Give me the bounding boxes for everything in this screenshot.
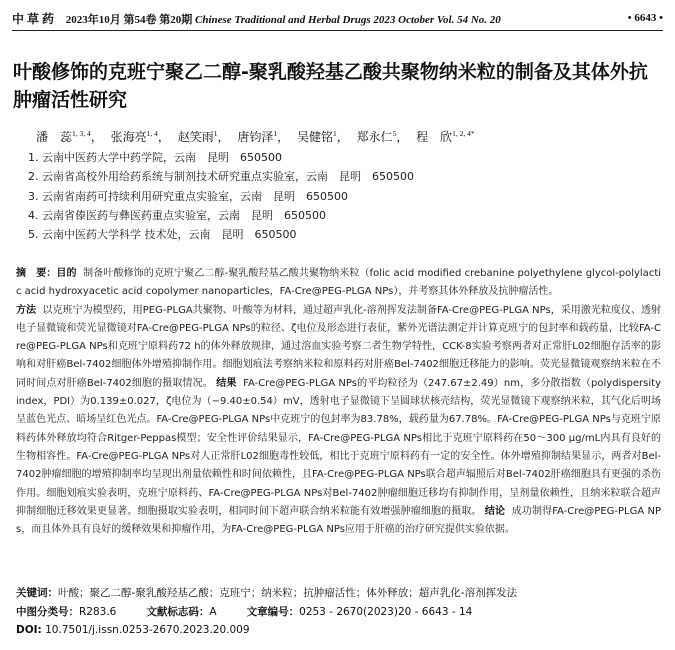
doc-code-value: A bbox=[209, 606, 217, 618]
page-header bbox=[12, 7, 663, 29]
author-name: 吴健铭 bbox=[296, 130, 333, 144]
abstract-label: 摘 要： bbox=[16, 268, 57, 279]
author-affil-ref: 1, 4 bbox=[146, 129, 158, 138]
author-name: 郑永仁 bbox=[356, 130, 393, 144]
author-affil-ref: 1 bbox=[332, 129, 337, 138]
article-no-label: 文章编号： bbox=[246, 606, 300, 618]
methods-text: 以克班宁为模型药，用PEG-PLGA共聚物、叶酸等为材料，通过超声乳化-溶剂挥发法制备FA-Cre@PEG-PLGA NPs，采用激光粒度仪、透射电子显微镜和荧光显微镜对FA-Cre@PEG-PLGA NPs的粒径、ζ电位及形态进行表征，紫外光谱法测定并计算克班宁的包封率和载药量，比较FA-Cre@PEG-PLGA NPs和克班宁原料药72 h的体外释放规律，通过溶血实验考察二者生物学特性，CCK-8实验考察两者对正常肝L02细胞存活率的影响和对肝癌Bel-7402细胞体外增殖抑制作用。细胞划痕法考察纳米粒和原料药对肝癌Bel-7402细胞迁移能力的影响。荧光显微镜观察纳米粒在不同时间点对肝癌Bel-7402细胞的摄取情况。 bbox=[16, 304, 662, 389]
author-affil-ref: 5 bbox=[392, 129, 397, 138]
header-journal-info bbox=[12, 10, 501, 27]
author: 郑永仁$^5$， bbox=[356, 129, 409, 144]
journal-name-cn: 中草药 bbox=[12, 11, 58, 26]
author-name: 张海亮 bbox=[110, 130, 147, 144]
results-label: 结果 bbox=[216, 377, 237, 389]
affiliation: 3. 云南省南药可持续利用研究重点实验室，云南 昆明 650500 bbox=[28, 189, 348, 203]
author: 潘 蕊$^{1, 3, 4}$， bbox=[36, 129, 103, 144]
conclusion-label: 结论 bbox=[484, 505, 506, 517]
objective-label: 目的 bbox=[56, 268, 77, 279]
conclusion-text: 成功制得FA-Cre@PEG-PLGA NPs，而且体外具有良好的缓释效果和抑瘤作用，为FA-Cre@PEG-PLGA NPs应用于肝癌的治疗研究提供实验依据。 bbox=[16, 505, 662, 536]
issue-en: Chinese Traditional and Herbal Drugs 2023 October Vol. 54 No. 20 bbox=[195, 13, 501, 26]
author: 赵笑雨$^1$， bbox=[177, 129, 230, 144]
author-name: 唐钧泽 bbox=[237, 130, 274, 144]
author: 吴健铭$^1$， bbox=[296, 129, 349, 144]
clc-value: R283.6 bbox=[79, 606, 117, 618]
keywords bbox=[16, 585, 517, 600]
author-list bbox=[36, 128, 479, 145]
author-affil-ref: 1 bbox=[213, 129, 218, 138]
author-affil-ref: 1, 3, 4 bbox=[72, 129, 91, 138]
results-text: FA-Cre@PEG-PLGA NPs的平均粒径为（247.67±2.49）nm，多分散指数（polydispersity index，PDI）为0.139±0.027，ζ电位为（−9.40±0.54）mV，透射电子显微镜下呈圆球状核壳结构，荧光显微镜下观察纳米粒，其气化后明场呈蓝色光点、暗场呈红色光点。FA-Cre@PEG-PLGA NPs中克班宁的包封率为83.78%，载药量为67.78%。FA-Cre@PEG-PLGA NPs与克班宁原料药体外释放均符合Ritger-Peppas模型；安全性评价结果显示，FA-Cre@PEG-PLGA NPs相比于克班宁原料药在50～300 μg/mL内具有良好的生物相容性。FA-Cre@PEG-PLGA NPs对人正常肝L02细胞毒性较低，相比于克班宁原料药有一定的安全性。体外增殖抑制结果显示，两者对Bel-7402肿瘤细胞的增殖抑制率均呈现出剂量依赖性和时间依赖性，且FA-Cre@PEG-PLGA NPs联合超声辐照后对Bel-7402肝癌细胞具有更强的杀伤作用。细胞划痕实验表明，克班宁原料药、FA-Cre@PEG-PLGA NPs对Bel-7402肿瘤细胞迁移均有抑制作用，呈剂量依赖性，且纳米粒联合超声抑制细胞迁移效果更显著。细胞摄取实验表明，相同时间下超声联合纳米粒能有效增强肿瘤细胞的摄取。 bbox=[16, 377, 661, 517]
affiliation: 2. 云南省高校外用给药系统与制剂技术研究重点实验室，云南 昆明 650500 bbox=[28, 170, 414, 184]
header-rule bbox=[12, 30, 663, 31]
classification-line bbox=[16, 604, 472, 619]
doi-label: DOI: bbox=[16, 624, 42, 636]
abstract bbox=[16, 265, 661, 539]
article-title: 叶酸修饰的克班宁聚乙二醇-聚乳酸羟基乙酸共聚物纳米粒的制备及其体外抗肿瘤活性研究 bbox=[13, 61, 648, 111]
author: 唐钧泽$^1$， bbox=[237, 129, 290, 144]
issue-cn: 2023年10月 第54卷 第20期 bbox=[65, 13, 193, 26]
objective-text: 制备叶酸修饰的克班宁聚乙二醇-聚乳酸羟基乙酸共聚物纳米粒（folic acid modified crebanine polyethylene glycol-polylactic acid hydroxyacetic acid copolymer nanoparticles，FA-Cre@PEG-PLGA NPs），并考察其体外释放及抗肿瘤活性。 bbox=[16, 268, 662, 298]
affiliation: 1. 云南中医药大学中药学院，云南 昆明 650500 bbox=[28, 151, 282, 164]
keywords-label: 关键词： bbox=[16, 587, 58, 599]
affiliation: 5. 云南中医药大学科学 技术处，云南 昆明 650500 bbox=[28, 228, 297, 242]
page-number: • 6643 • bbox=[627, 12, 663, 24]
doi-value[interactable]: 10.7501/j.issn.0253-2670.2023.20.009 bbox=[45, 624, 250, 636]
doc-code-label: 文献标志码： bbox=[146, 606, 210, 618]
author bbox=[416, 130, 475, 144]
author: 张海亮$^{1, 4}$， bbox=[110, 129, 170, 144]
keywords-text: 叶酸；聚乙二醇-聚乳酸羟基乙酸；克班宁；纳米粒；抗肿瘤活性；体外释放；超声乳化-溶剂挥发法 bbox=[58, 587, 518, 599]
author-affil-ref: 1, 2, 4* bbox=[452, 129, 475, 138]
author-name: 潘 蕊 bbox=[36, 130, 73, 144]
affiliation: 4. 云南省傣医药与彝医药重点实验室，云南 昆明 650500 bbox=[28, 208, 326, 222]
methods-label: 方法 bbox=[16, 304, 37, 316]
author-name: 程 欣 bbox=[416, 130, 453, 144]
article-no-value: 0253 - 2670(2023)20 - 6643 - 14 bbox=[299, 606, 473, 618]
doi-line bbox=[16, 624, 250, 636]
author-affil-ref: 1 bbox=[273, 129, 278, 138]
affiliation-list bbox=[28, 148, 414, 244]
author-name: 赵笑雨 bbox=[177, 130, 214, 144]
clc-label: 中图分类号： bbox=[16, 606, 79, 618]
